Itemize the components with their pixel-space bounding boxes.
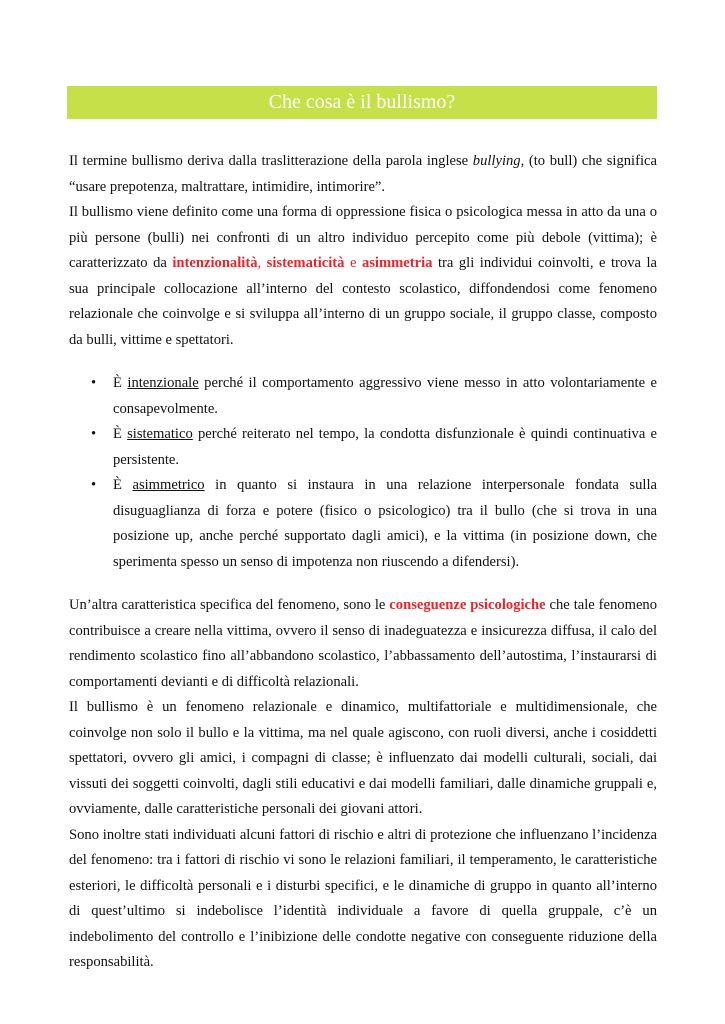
title-banner <box>67 86 657 119</box>
paragraph-text: , (to bull) che significa “usare prepotenza, maltrattare, intimidire, intimorire”. <box>69 153 657 195</box>
paragraph-text: Il bullismo viene definito come una forma di oppressione fisica o psicologica messa in atto da una o più persone (bulli) nei confronti di un altro individuo percepito come più debole (vittima); è caratterizzato da <box>69 204 657 271</box>
item-prefix: È <box>113 375 128 391</box>
underlined-term: asimmetrico <box>132 477 205 493</box>
list-item <box>69 371 657 422</box>
bullet-icon: • <box>91 477 97 493</box>
item-prefix: È <box>113 426 128 442</box>
list-item <box>69 422 657 473</box>
item-text: perché reiterato nel tempo, la condotta disfunzionale è quindi continuativa e persistente. <box>113 426 657 468</box>
bullet-icon: • <box>91 375 97 391</box>
highlight-sistematicita: sistematicità <box>266 255 345 271</box>
highlight-intenzionalita: intenzionalità <box>172 255 258 271</box>
paragraph-definition <box>69 200 657 353</box>
paragraph-definition-origin <box>69 149 657 200</box>
item-text: in quanto si instaura in una relazione interpersonale fondata sulla disuguaglianza di forza e potere (fisico o psicologico) tra il bullo (che si trova in una posizione up, anche perché supportato dagli amici), e la vittima (in posizione down, che sperimenta spesso un senso di impotenza non riuscendo a difendersi). <box>113 477 657 570</box>
underlined-term: sistematico <box>127 426 193 442</box>
italic-term: bullying <box>472 153 521 169</box>
paragraph-text: che tale fenomeno contribuisce a creare nella vittima, ovvero il senso di inadeguatezza e insicurezza diffusa, il calo del rendimento scolastico fino all’abbandono scolastico, l’abbassamento dell’autostima, l’instaurarsi di comportamenti devianti e di difficoltà relazionali. <box>69 597 658 690</box>
item-text: perché il comportamento aggressivo viene messo in atto volontariamente e consapevolmente. <box>113 375 657 417</box>
item-prefix: È <box>113 477 133 493</box>
paragraph-risk-factors: Sono inoltre stati individuati alcuni fattori di rischio e altri di protezione che influenzano l’incidenza del fenomeno: tra i fattori di rischio vi sono le relazioni familiari, il temperamento, le caratteristiche esteriori, le difficoltà personali e i disturbi specifici, e le dinamiche di gruppo in quanto all’interno di quest’ultimo si indebolisce l’identità individuale a favore di quella gruppale, c’è un indebolimento del controllo e l’inibizione delle condotte negative con conseguente riduzione della responsabilità. <box>69 826 657 970</box>
paragraph-text: tra gli individui coinvolti, e trova la sua principale collocazione all’interno del contesto scolastico, diffondendosi come fenomeno relazionale che coinvolge e si sviluppa all’interno di un gruppo sociale, il gruppo classe, composto da bulli, vittime e spettatori. <box>69 255 657 348</box>
highlight-separator: , <box>257 255 267 271</box>
bullet-icon: • <box>91 426 97 442</box>
list-item <box>69 473 657 575</box>
paragraph-text: Il termine bullismo deriva dalla traslitterazione della parola inglese <box>69 153 473 169</box>
highlight-separator: e <box>344 255 362 271</box>
paragraph-text: Un’altra caratteristica specifica del fenomeno, sono le <box>69 597 390 613</box>
paragraph-consequences <box>69 593 657 695</box>
document-body <box>69 149 657 976</box>
highlight-conseguenze: conseguenze psicologiche <box>389 597 546 613</box>
characteristics-list <box>69 371 657 575</box>
page-title: Che cosa è il bullismo? <box>268 91 456 113</box>
highlight-asimmetria: asimmetria <box>361 255 433 271</box>
underlined-term: intenzionale <box>127 375 199 391</box>
paragraph-dynamics: Il bullismo è un fenomeno relazionale e dinamico, multifattoriale e multidimensionale, che coinvolge non solo il bullo e la vittima, ma nel quale agiscono, con ruoli diversi, anche i cosiddetti spettatori, ovvero gli amici, i compagni di classe; è influenzato dai modelli culturali, sociali, dai vissuti dei soggetti coinvolti, dagli stili educativi e dai modelli familiari, dalle dinamiche gruppali e, ovviamente, dalle caratteristiche personali dei giovani attori. <box>69 699 657 817</box>
